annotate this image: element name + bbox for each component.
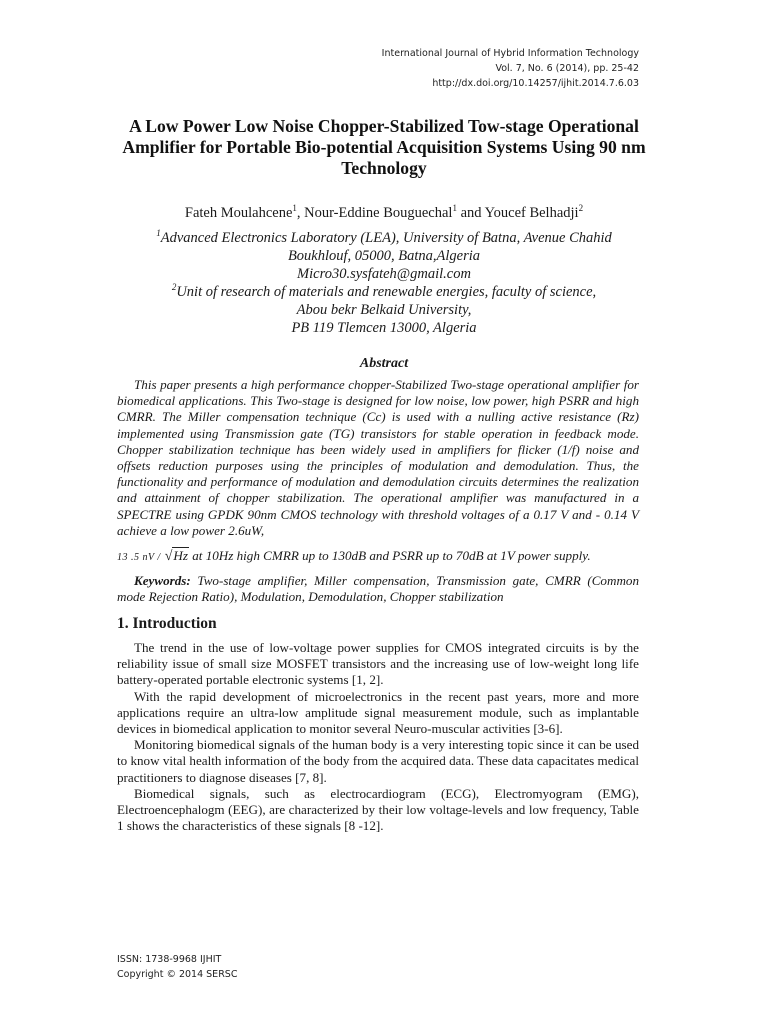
affiliation-2-line-3: PB 119 Tlemcen 13000, Algeria [291, 320, 477, 336]
keywords-label: Keywords [134, 573, 187, 588]
journal-volume: Vol. 7, No. 6 (2014), pp. 25-42 [495, 63, 639, 74]
journal-header [382, 46, 639, 91]
author-affiliation-mark: 2 [578, 203, 584, 214]
section-heading: 1. Introduction [117, 615, 217, 632]
author-name: Fateh Moulahcene [184, 205, 293, 221]
affiliation-2-line-1 [80, 283, 688, 301]
journal-doi: http://dx.doi.org/10.14257/ijhit.2014.7.6.03 [432, 78, 639, 89]
noise-formula-unit: Hz [173, 548, 188, 563]
paragraph: Monitoring biomedical signals of the human body is a very interesting topic since it can be used to know vital health information of the body from the acquired data. These data capacitates medical practitioners to diagnose diseases [7, 8]. [117, 737, 639, 785]
author-affiliation-mark: 1 [292, 203, 297, 214]
footer-copyright: Copyright © 2014 SERSC [117, 969, 238, 980]
abstract-noise-line [117, 547, 639, 567]
abstract-noise-text: at 10Hz high CMRR up to 130dB and PSRR up to 70dB at 1V power supply. [192, 548, 591, 563]
author-name: Nour-Eddine Bouguechal [304, 205, 453, 221]
affiliation-1-line-1 [80, 229, 688, 247]
affiliation-2-line-2: Abou bekr Belkaid University, [296, 302, 472, 318]
page-footer [117, 952, 237, 982]
author-affiliation-mark: 1 [452, 203, 457, 214]
author-name: Youcef Belhadji [484, 205, 579, 221]
square-root-icon: √ [164, 549, 173, 564]
affiliation-mark: 2 [171, 282, 177, 293]
noise-formula-value: 13 .5 nV / [117, 552, 161, 563]
keywords-colon: : [186, 573, 191, 588]
affiliations [80, 229, 688, 337]
author-email: Micro30.sysfateh@gmail.com [297, 266, 471, 282]
abstract-body [117, 377, 639, 539]
keywords-text: Two-stage amplifier, Miller compensation, Transmission gate, CMRR (Common mode Rejection Ratio), Modulation, Demodulation, Chopper stabilization [117, 573, 639, 605]
author-separator: , [296, 205, 305, 221]
abstract-heading: Abstract [359, 356, 409, 371]
journal-name: International Journal of Hybrid Information Technology [381, 48, 639, 59]
paper-title: A Low Power Low Noise Chopper-Stabilized Tow-stage Operational Amplifier for Portable Bio-potential Acquisition Systems Using 90 nm Technology [122, 116, 646, 178]
affiliation-1-line-2: Boukhlouf, 05000, Batna,Algeria [287, 248, 481, 264]
affiliation-mark: 1 [156, 228, 161, 239]
affiliation-text: Unit of research of materials and renewable energies, faculty of science, [176, 284, 597, 300]
author-separator: and [456, 205, 485, 221]
footer-issn: ISSN: 1738-9968 IJHIT [117, 954, 222, 965]
paragraph: The trend in the use of low-voltage power supplies for CMOS integrated circuits is by the reliability issue of small size MOSFET transistors and the increasing use of low-weight long life battery-operated portable electronic systems [1, 2]. [117, 640, 639, 688]
abstract-text: This paper presents a high performance chopper-Stabilized Two-stage operational amplifier for biomedical applications. This Two-stage is designed for low noise, low power, high PSRR and high CMRR. The Miller compensation technique (Cc) is used with a nulling active resistance (Rz) implemented using Transmission gate (TG) transistors for stable operation in feedback mode. Chopper stabilization technique has been widely used in amplifiers for flicker (1/f) noise and offsets reduction purposes using the principles of modulation and demodulation. Thus, the functionality and performance of modulation and demodulation circuits determines the realization and attainment of chopper stabilization. The operational amplifier was manufactured in a SPECTRE using GPDK 90nm CMOS technology with threshold voltages of a 0.17 V and - 0.14 V achieve a low power 2.6uW, [117, 377, 639, 538]
keywords [117, 573, 639, 605]
author-list [80, 203, 688, 223]
paragraph: With the rapid development of microelectronics in the recent past years, more and more applications require an ultra-low amplitude signal measurement module, such as implantable devices in biomedical application to monitor several Neuro-muscular activities [3-6]. [117, 688, 639, 737]
paragraph: Biomedical signals, such as electrocardiogram (ECG), Electromyogram (EMG), Electroencephalogm (EEG), are characterized by their low voltage-levels and low frequency, Table 1 shows the characteristics of these signals [8 -12]. [117, 785, 639, 834]
affiliation-text: Advanced Electronics Laboratory (LEA), University of Batna, Avenue Chahid [160, 230, 612, 246]
introduction-body [117, 640, 639, 834]
